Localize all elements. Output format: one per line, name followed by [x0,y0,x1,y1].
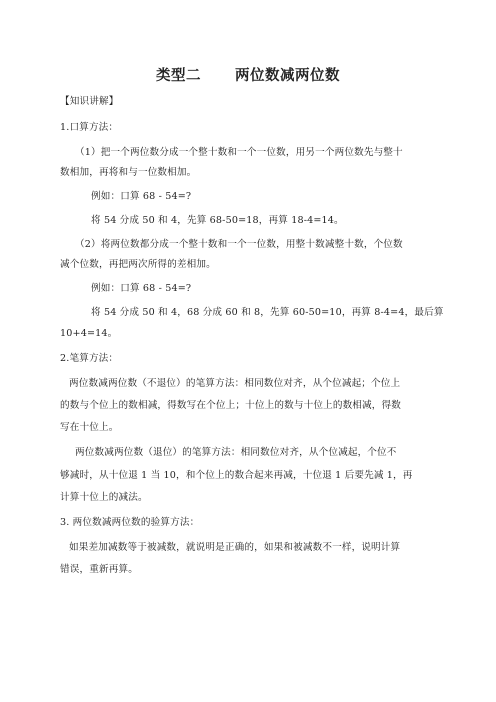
s3-heading: 3. 两位数减两位数的验算方法： [60,517,200,528]
s1-item1-line1: （1）把一个两位数分成一个整十数和一个一位数，用另一个两位数先与整十 [75,147,403,158]
s1-example1-line1: 例如：口算 68 - 54=? [91,191,192,202]
s2-p1-line1: 两位数减两位数（不退位）的笔算方法：相同数位对齐，从个位减起；个位上 [69,378,401,389]
page-title [0,64,496,85]
s2-p2-line3: 计算十位上的减法。 [60,492,148,503]
section-heading: 【知识讲解】 [60,96,119,107]
s1-item2-line1: （2）将两位数都分成一个整十数和一个一位数，用整十数减整十数，个位数 [75,239,403,250]
s2-p2-line1: 两位数减两位数（退位）的笔算方法：相同数位对齐，从个位减起，个位不 [75,447,397,458]
title-type: 类型二 [156,68,201,84]
s2-p1-line3: 写在十位上。 [60,422,119,433]
s1-example1-line2: 将 54 分成 50 和 4，先算 68-50=18，再算 18-4=14。 [91,215,344,226]
s1-item1-line2: 数相加，再将和与一位数相加。 [60,167,197,178]
title-topic: 两位数减两位数 [235,68,340,84]
s2-p2-line2: 够减时，从十位退 1 当 10，和个位上的数合起来再减，十位退 1 后要先减 1，再 [60,470,413,481]
s2-heading: 2.笔算方法： [60,353,119,364]
s1-example2-line1: 例如：口算 68 - 54=? [91,283,192,294]
s1-heading: 1.口算方法： [60,122,119,133]
s3-line2: 错误，重新再算。 [60,564,138,575]
s1-example2-line2: 将 54 分成 50 和 4，68 分成 60 和 8，先算 60-50=10，再算 8-4=4，最后算 [91,307,444,318]
s1-item2-line2: 减个位数，再把两次所得的差相加。 [60,259,216,270]
s2-p1-line2: 的数与个位上的数相减，得数写在个位上；十位上的数与十位上的数相减，得数 [60,400,402,411]
s1-example2-line3: 10+4=14。 [60,328,118,339]
s3-line1: 如果差加减数等于被减数，就说明是正确的，如果和被减数不一样，说明计算 [69,542,401,553]
